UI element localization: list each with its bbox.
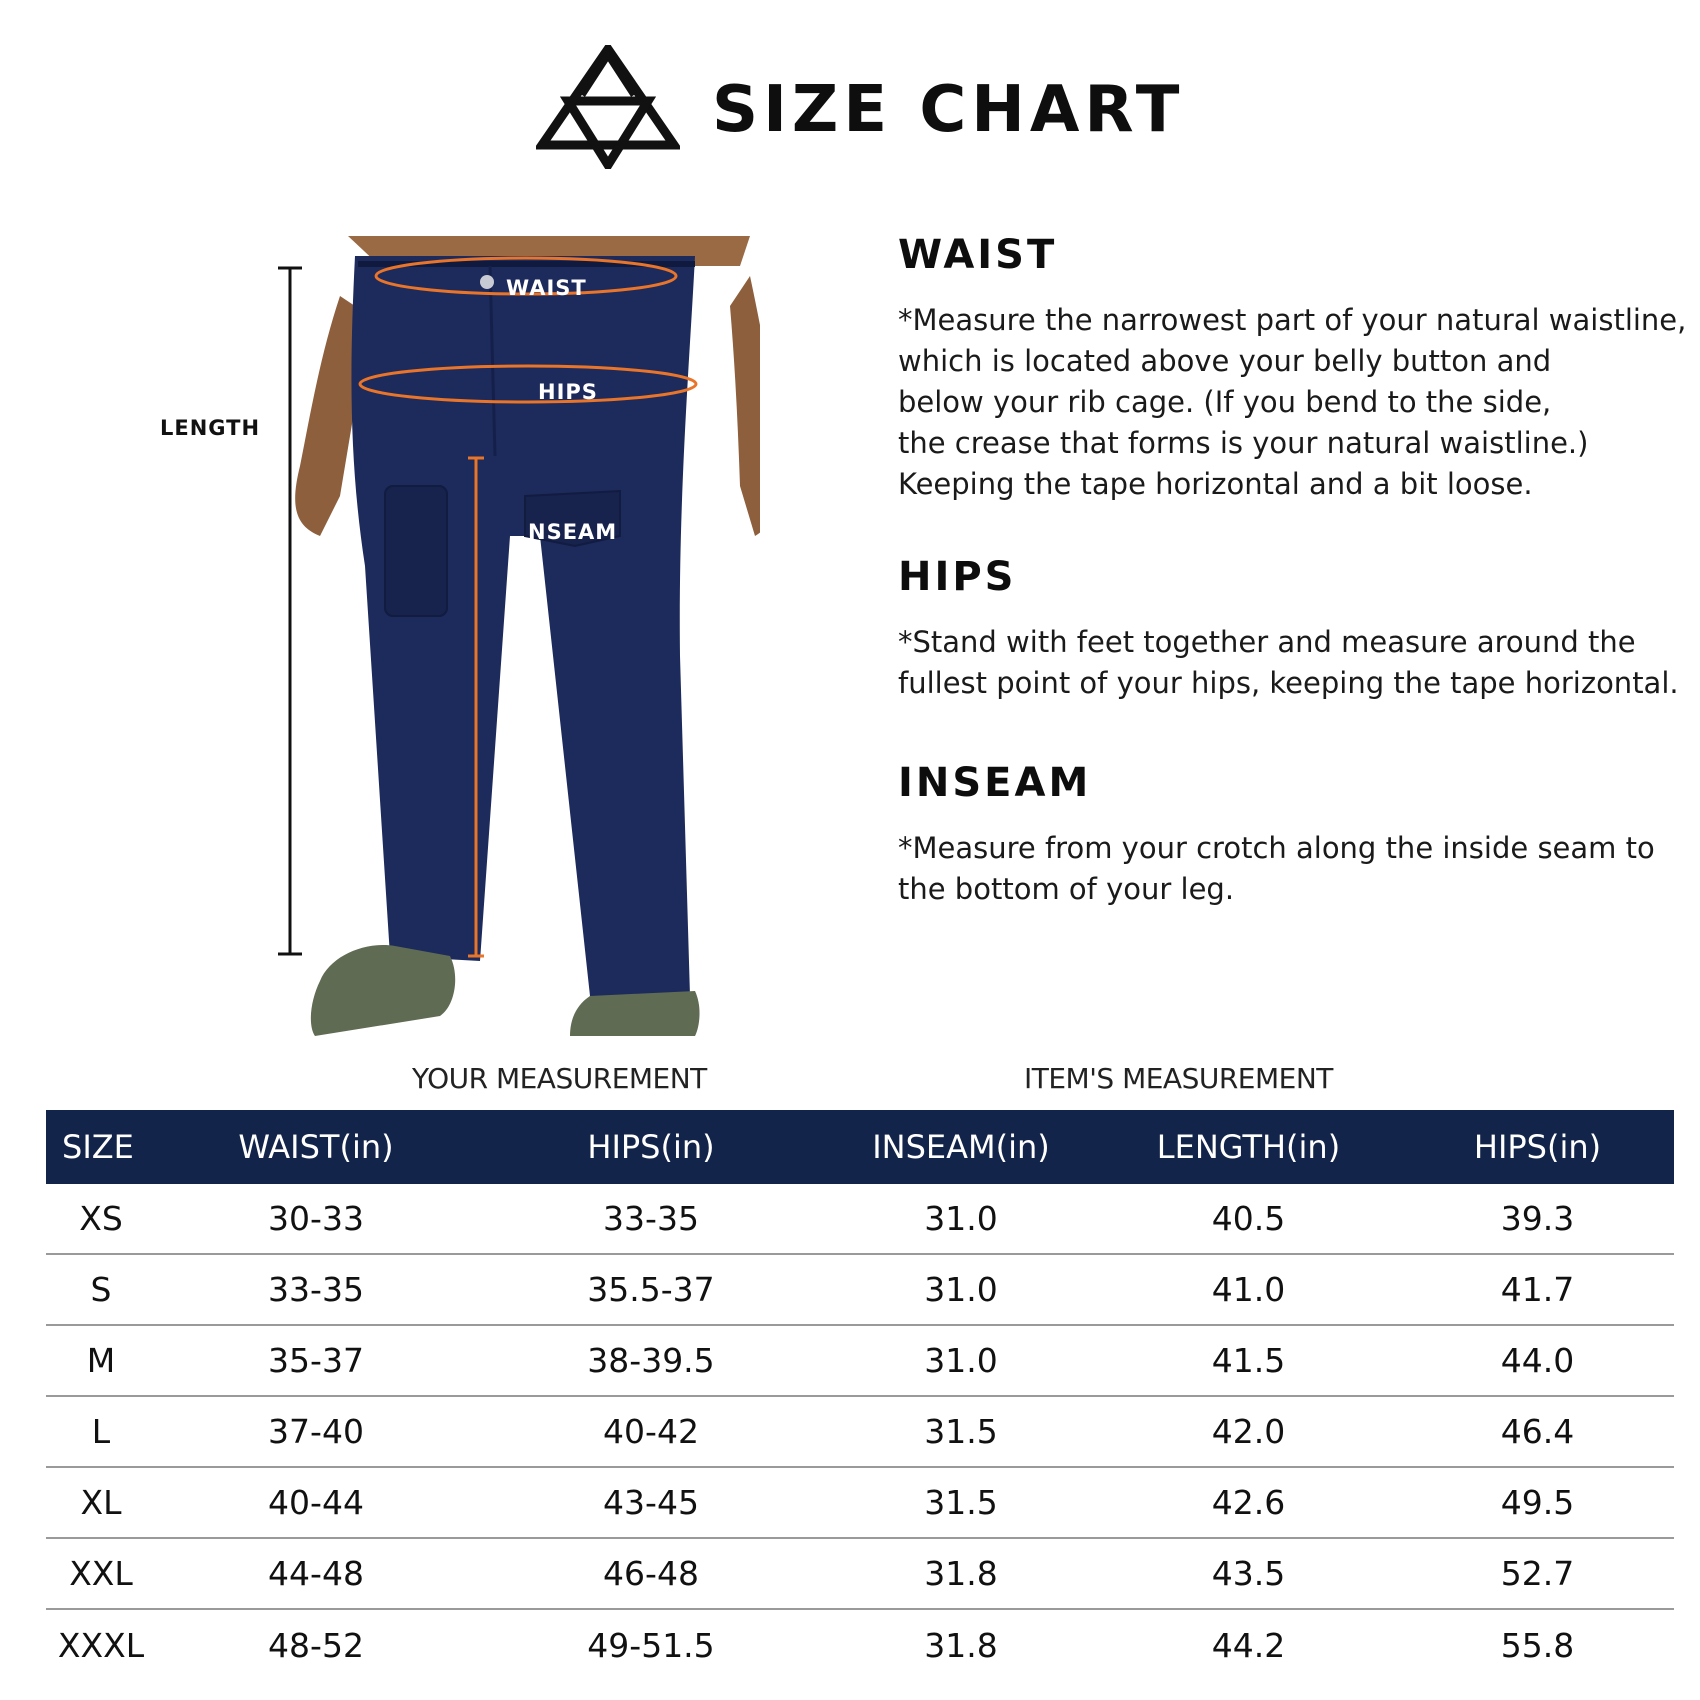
column-header-length: LENGTH(in) bbox=[1156, 1128, 1341, 1166]
inseam-instructions: *Measure from your crotch along the inside seam to the bottom of your leg. bbox=[898, 831, 1655, 906]
inseam-cell: 31.5 bbox=[924, 1483, 998, 1522]
size-cell: L bbox=[91, 1412, 111, 1451]
inseam-cell: 31.5 bbox=[924, 1412, 998, 1451]
item-hips-cell: 39.3 bbox=[1500, 1199, 1575, 1238]
waist-cell: 44-48 bbox=[268, 1554, 364, 1593]
hips-cell: 46-48 bbox=[603, 1554, 699, 1593]
hips-section bbox=[898, 554, 1679, 704]
table-row bbox=[46, 1468, 1674, 1539]
length-cell: 44.2 bbox=[1211, 1626, 1286, 1665]
item-hips-cell: 46.4 bbox=[1500, 1412, 1575, 1451]
hips-cell: 49-51.5 bbox=[587, 1626, 715, 1665]
hips-cell: 38-39.5 bbox=[587, 1341, 715, 1380]
column-header-inseam: INSEAM(in) bbox=[872, 1128, 1050, 1166]
hips-heading: HIPS bbox=[898, 554, 1017, 600]
waist-cell: 33-35 bbox=[268, 1270, 364, 1309]
size-cell: XXL bbox=[69, 1554, 133, 1593]
size-cell: S bbox=[90, 1270, 112, 1309]
your-measurement-label: YOUR MEASUREMENT bbox=[412, 1062, 707, 1095]
item-measurement-label: ITEM'S MEASUREMENT bbox=[1024, 1062, 1333, 1095]
table-row bbox=[46, 1184, 1674, 1255]
hips-cell: 43-45 bbox=[603, 1483, 699, 1522]
column-header-size: SIZE bbox=[62, 1128, 134, 1166]
size-cell: M bbox=[86, 1341, 116, 1380]
length-label: LENGTH bbox=[160, 416, 261, 440]
inseam-cell: 31.0 bbox=[924, 1199, 998, 1238]
pants-illustration bbox=[150, 236, 760, 1036]
hips-label: HIPS bbox=[538, 380, 598, 404]
inseam-label: NSEAM bbox=[528, 520, 618, 544]
size-cell: XL bbox=[80, 1483, 122, 1522]
size-table bbox=[46, 1110, 1674, 1681]
hips-instructions: *Stand with feet together and measure around the fullest point of your hips, keeping the tape horizontal. bbox=[898, 625, 1679, 700]
column-header-item-hips: HIPS(in) bbox=[1473, 1128, 1602, 1166]
size-cell: XS bbox=[79, 1199, 123, 1238]
item-hips-cell: 52.7 bbox=[1500, 1554, 1575, 1593]
inseam-cell: 31.8 bbox=[924, 1554, 998, 1593]
page-title: SIZE CHART bbox=[712, 73, 1185, 147]
item-hips-cell: 44.0 bbox=[1500, 1341, 1575, 1380]
length-cell: 40.5 bbox=[1211, 1199, 1286, 1238]
inseam-heading: INSEAM bbox=[898, 760, 1092, 806]
item-hips-cell: 49.5 bbox=[1500, 1483, 1575, 1522]
table-row bbox=[46, 1539, 1674, 1610]
waist-cell: 48-52 bbox=[268, 1626, 364, 1665]
inseam-cell: 31.8 bbox=[924, 1626, 998, 1665]
item-hips-cell: 55.8 bbox=[1500, 1626, 1575, 1665]
size-cell: XXXL bbox=[57, 1626, 145, 1665]
item-hips-cell: 41.7 bbox=[1500, 1270, 1575, 1309]
header bbox=[0, 45, 1700, 175]
table-row bbox=[46, 1610, 1674, 1681]
table-row bbox=[46, 1255, 1674, 1326]
table-row bbox=[46, 1397, 1674, 1468]
length-cell: 43.5 bbox=[1211, 1554, 1286, 1593]
waist-cell: 35-37 bbox=[268, 1341, 364, 1380]
length-cell: 41.5 bbox=[1211, 1341, 1286, 1380]
hips-cell: 33-35 bbox=[603, 1199, 699, 1238]
column-header-hips: HIPS(in) bbox=[587, 1128, 715, 1166]
waist-label: WAIST bbox=[506, 276, 587, 300]
inseam-cell: 31.0 bbox=[924, 1270, 998, 1309]
waist-instructions: *Measure the narrowest part of your natural waistline, which is located above your belly button and below your rib cage. (If you bend to the side, the crease that forms is your natural waistline.) Keeping the tape horizontal and a bit loose. bbox=[898, 303, 1687, 501]
waist-heading: WAIST bbox=[898, 232, 1058, 278]
table-row bbox=[46, 1326, 1674, 1397]
hips-cell: 40-42 bbox=[603, 1412, 699, 1451]
triangle-mountain-logo-icon bbox=[536, 45, 680, 169]
table-body bbox=[46, 1184, 1674, 1681]
model-figure bbox=[150, 236, 760, 1036]
column-header-waist: WAIST(in) bbox=[238, 1128, 394, 1166]
inseam-cell: 31.0 bbox=[924, 1341, 998, 1380]
table-header bbox=[46, 1110, 1674, 1184]
length-cell: 41.0 bbox=[1211, 1270, 1286, 1309]
waist-cell: 40-44 bbox=[268, 1483, 364, 1522]
length-cell: 42.0 bbox=[1211, 1412, 1286, 1451]
hips-cell: 35.5-37 bbox=[587, 1270, 715, 1309]
inseam-section bbox=[898, 760, 1655, 910]
waist-cell: 37-40 bbox=[268, 1412, 364, 1451]
waist-cell: 30-33 bbox=[268, 1199, 364, 1238]
length-cell: 42.6 bbox=[1211, 1483, 1286, 1522]
waist-section bbox=[898, 232, 1686, 505]
